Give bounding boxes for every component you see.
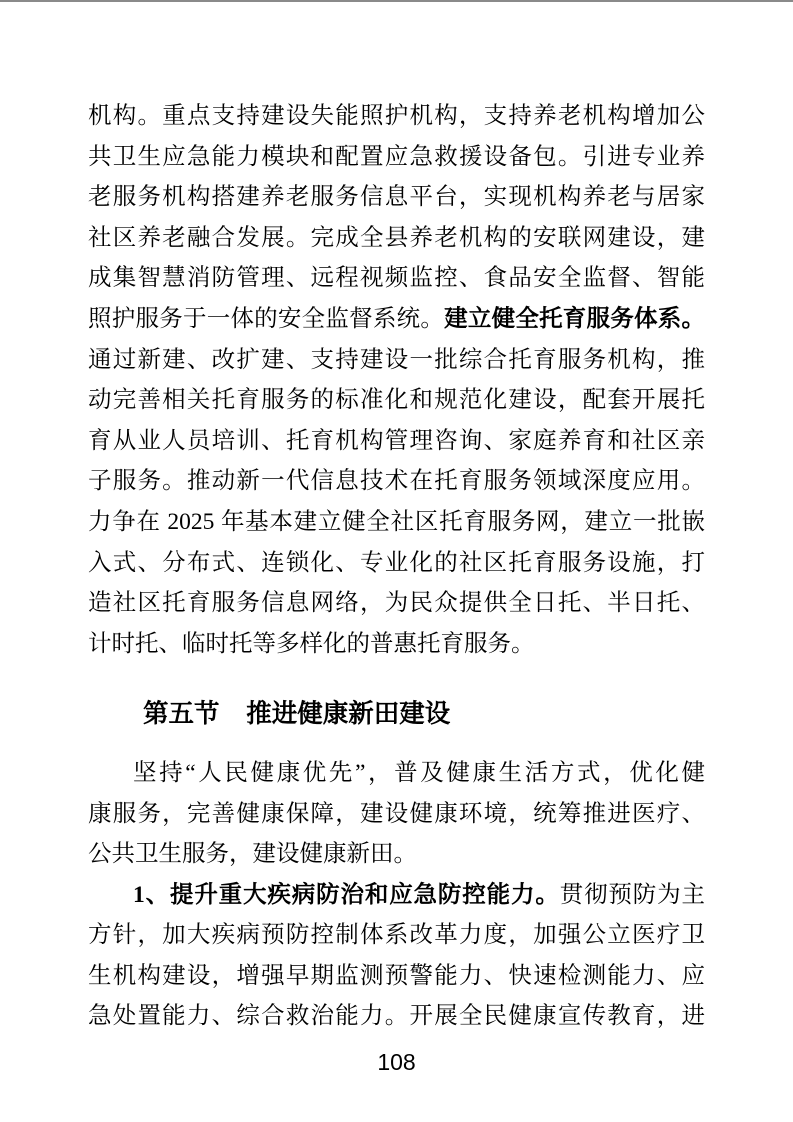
text-line: 造社区托育服务信息网络，为民众提供全日托、半日托、 (88, 590, 705, 617)
document-body (88, 96, 705, 1037)
text-line: 坚持“人民健康优先”，普及健康生活方式，优化健 (133, 759, 705, 786)
paragraph-elderly-and-childcare-services (88, 96, 705, 664)
paragraph-healthy-xintian-intro (88, 753, 705, 875)
page-number: 108 (377, 1049, 416, 1075)
bold-text-segment: 1、提升重大疾病防治和应急防控能力。 (133, 881, 560, 908)
bold-text-segment: 建立健全托育服务体系。 (444, 305, 705, 332)
text-segment: 照护服务于一体的安全监督系统。 (88, 305, 445, 332)
text-line: 子服务。推动新一代信息技术在托育服务领域深度应用。 (88, 468, 705, 495)
text-segment: 贯彻预防为主 (559, 881, 705, 908)
text-line: 社区养老融合发展。完成全县养老机构的安联网建设，建 (88, 224, 705, 251)
text-line: 机构。重点支持建设失能照护机构，支持养老机构增加公 (88, 103, 705, 129)
text-line: 共卫生应急能力模块和配置应急救援设备包。引进专业养 (88, 143, 705, 170)
text-line: 成集智慧消防管理、远程视频监控、食品安全监督、智能 (88, 265, 705, 292)
text-line: 入式、分布式、连锁化、专业化的社区托育服务设施，打 (88, 549, 705, 576)
section-number: 第五节 (143, 699, 220, 729)
text-line: 公共卫生服务，建设健康新田。 (88, 841, 417, 868)
text-line: 计时托、临时托等多样化的普惠托育服务。 (88, 630, 535, 657)
text-line: 急处置能力、综合救治能力。开展全民健康宣传教育，进 (88, 1003, 705, 1030)
text-line: 动完善相关托育服务的标准化和规范化建设，配套开展托 (88, 387, 705, 414)
paragraph-disease-prevention (88, 875, 705, 1037)
section-title: 推进健康新田建设 (246, 699, 451, 729)
text-line: 生机构建设，增强早期监测预警能力、快速检测能力、应 (88, 962, 705, 989)
text-line: 育从业人员培训、托育机构管理咨询、家庭养育和社区亲 (88, 427, 705, 454)
text-line (88, 875, 705, 916)
text-line (88, 299, 705, 340)
text-line: 方针，加大疾病预防控制体系改革力度，加强公立医疗卫 (88, 922, 705, 949)
section-heading (88, 694, 705, 735)
text-line: 康服务，完善健康保障，建设健康环境，统筹推进医疗、 (88, 800, 705, 827)
text-line: 老服务机构搭建养老服务信息平台，实现机构养老与居家 (88, 184, 705, 211)
text-line: 通过新建、改扩建、支持建设一批综合托育服务机构，推 (88, 346, 705, 373)
page-footer (0, 1048, 793, 1076)
text-line: 力争在 2025 年基本建立健全社区托育服务网，建立一批嵌 (88, 508, 705, 535)
